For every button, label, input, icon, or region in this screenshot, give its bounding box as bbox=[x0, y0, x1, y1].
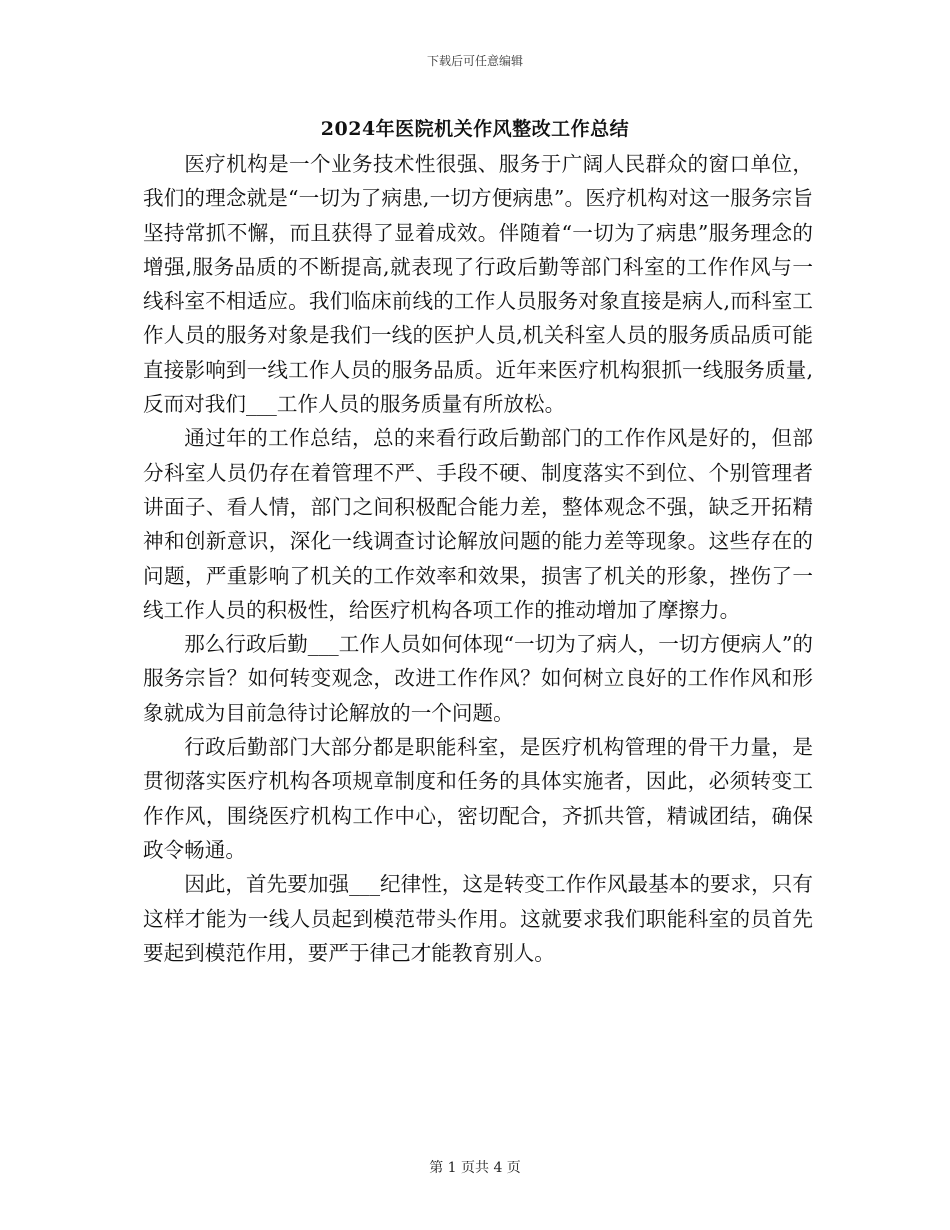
paragraph-2: 通过年的工作总结，总的来看行政后勤部门的工作作风是好的，但部分科室人员仍存在着管理不严、手段不硬、制度落实不到位、个别管理者讲面子、看人情，部门之间积极配合能力差，整体观念不强，缺乏开拓精神和创新意识，深化一线调查讨论解放问题的能力差等现象。这些存在的问题，严重影响了机关的工作效率和效果，损害了机关的形象，挫伤了一线工作人员的积极性，给医疗机构各项工作的推动增加了摩擦力。 bbox=[143, 426, 813, 622]
paragraph-3: 那么行政后勤___工作人员如何体现“一切为了病人，一切方便病人”的服务宗旨？如何转变观念，改进工作作风？如何树立良好的工作作风和形象就成为目前急待讨论解放的一个问题。 bbox=[143, 632, 813, 725]
paragraph-1: 医疗机构是一个业务技术性很强、服务于广阔人民群众的窗口单位，我们的理念就是“一切为了病患,一切方便病患”。医疗机构对这一服务宗旨坚持常抓不懈，而且获得了显着成效。伴随着“一切为了病患”服务理念的增强,服务品质的不断提高,就表现了行政后勤等部门科室的工作作风与一线科室不相适应。我们临床前线的工作人员服务对象直接是病人,而科室工作人员的服务对象是我们一线的医护人员,机关科室人员的服务质品质可能直接影响到一线工作人员的服务品质。近年来医疗机构狠抓一线服务质量,反而对我们___工作人员的服务质量有所放松。 bbox=[143, 152, 813, 417]
paragraph-5: 因此，首先要加强___纪律性，这是转变工作作风最基本的要求，只有这样才能为一线人员起到模范带头作用。这就要求我们职能科室的员首先要起到模范作用，要严于律己才能教育别人。 bbox=[143, 872, 813, 965]
page-number: 第 1 页共 4 页 bbox=[429, 1160, 521, 1176]
document-body bbox=[143, 147, 813, 970]
page-header-note: 下载后可任意编辑 bbox=[426, 54, 523, 68]
document-title: 2024年医院机关作风整改工作总结 bbox=[320, 118, 630, 140]
paragraph-4: 行政后勤部门大部分都是职能科室，是医疗机构管理的骨干力量，是贯彻落实医疗机构各项规章制度和任务的具体实施者，因此，必须转变工作作风，围绕医疗机构工作中心，密切配合，齐抓共管，精诚团结，确保政令畅通。 bbox=[143, 735, 813, 862]
